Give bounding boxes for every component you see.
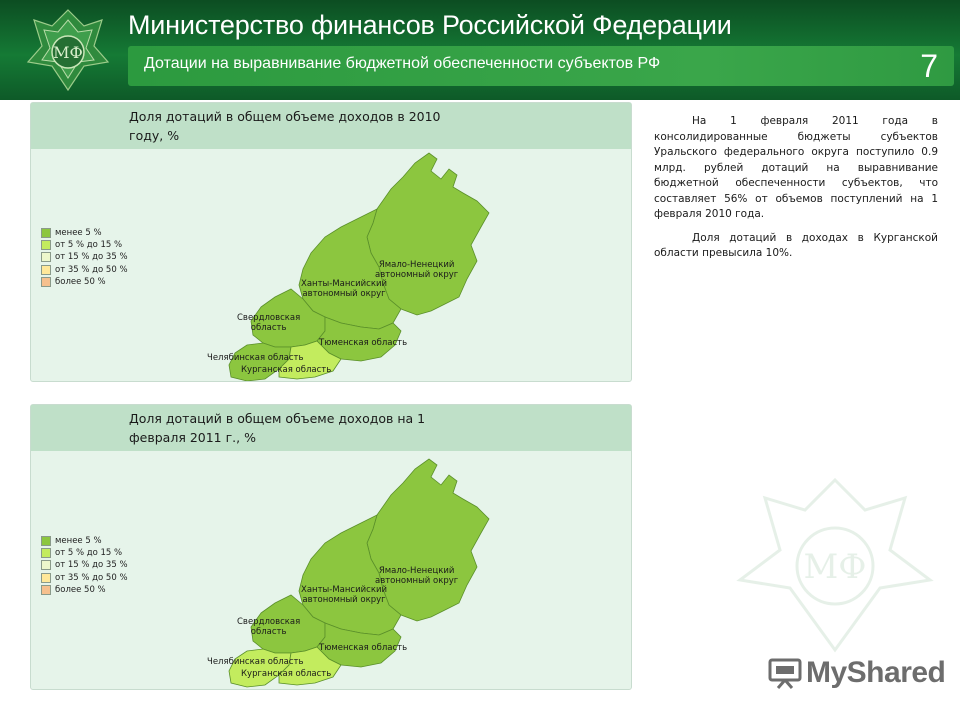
legend-label: от 5 % до 15 % [55, 548, 123, 559]
label-kurgan: Курганская область [241, 365, 332, 375]
header [0, 0, 960, 100]
legend-swatch [41, 548, 51, 558]
legend-swatch [41, 240, 51, 250]
legend-label: более 50 % [55, 276, 106, 287]
legend-item [41, 264, 128, 276]
legend-label: от 15 % до 35 % [55, 252, 128, 263]
commentary-paragraph: На 1 февраля 2011 года в консолидированные бюджеты субъектов Уральского федерального округа поступило 0.9 млрд. рублей дотаций на выравнивание бюджетной обеспеченности субъектов, что составляет 56% от объемов поступлений на 1 февраля 2010 года. [654, 115, 938, 220]
label-sverdlovsk: Свердловская область [237, 313, 301, 333]
subtitle-bar [128, 46, 954, 86]
ministry-watermark-icon [730, 470, 940, 660]
legend-label: от 15 % до 35 % [55, 560, 128, 571]
legend-swatch [41, 277, 51, 287]
ministry-crest-icon [22, 6, 114, 94]
legend-item [41, 547, 128, 559]
legend-label: от 35 % до 50 % [55, 572, 128, 583]
legend-swatch [41, 573, 51, 583]
map-title: Доля дотаций в общем объеме доходов в 2010 году, % [129, 109, 441, 143]
legend-label: от 35 % до 50 % [55, 264, 128, 275]
label-chelyabinsk: Челябинская область [207, 657, 304, 667]
legend-label: от 5 % до 15 % [55, 240, 123, 251]
label-khanty: Ханты-Мансийский автономный округ [301, 585, 387, 605]
map-legend [41, 227, 128, 288]
ural-district-map [191, 453, 511, 689]
presentation-icon [768, 656, 802, 690]
map-panel-2010 [30, 102, 632, 382]
legend-swatch [41, 252, 51, 262]
legend-item [41, 535, 128, 547]
legend-swatch [41, 228, 51, 238]
legend-swatch [41, 536, 51, 546]
map-title: Доля дотаций в общем объеме доходов на 1 февраля 2011 г., % [129, 411, 426, 445]
ministry-title: Министерство финансов Российской Федерации [128, 10, 732, 40]
legend-item [41, 227, 128, 239]
legend-item [41, 251, 128, 263]
slide-title: Дотации на выравнивание бюджетной обеспеченности субъектов РФ [144, 55, 661, 72]
legend-swatch [41, 560, 51, 570]
map-panel-2011 [30, 404, 632, 690]
label-kurgan: Курганская область [241, 669, 332, 679]
legend-label: менее 5 % [55, 228, 102, 239]
legend-label: более 50 % [55, 584, 106, 595]
label-yamal: Ямало-Ненецкий автономный округ [375, 260, 459, 280]
map-panel-header [31, 103, 631, 149]
legend-item [41, 572, 128, 584]
legend-swatch [41, 265, 51, 275]
map-legend [41, 535, 128, 596]
svg-text:МФ: МФ [53, 43, 83, 62]
label-tyumen: Тюменская область [319, 643, 408, 653]
label-tyumen: Тюменская область [319, 338, 408, 348]
brand-name: MyShared [806, 656, 946, 689]
legend-item [41, 276, 128, 288]
legend-item [41, 559, 128, 571]
map-panel-header [31, 405, 631, 451]
legend-label: менее 5 % [55, 536, 102, 547]
legend-item [41, 584, 128, 596]
label-khanty: Ханты-Мансийский автономный округ [301, 279, 387, 299]
label-sverdlovsk: Свердловская область [237, 617, 301, 637]
brand-logo [768, 656, 945, 690]
svg-text:МФ: МФ [803, 547, 867, 587]
legend-item [41, 239, 128, 251]
commentary-text [654, 114, 938, 270]
label-chelyabinsk: Челябинская область [207, 353, 304, 363]
legend-swatch [41, 585, 51, 595]
commentary-paragraph: Доля дотаций в доходах в Курганской области превысила 10%. [654, 231, 938, 259]
label-yamal: Ямало-Ненецкий автономный округ [375, 566, 459, 586]
page-number: 7 [920, 48, 938, 84]
